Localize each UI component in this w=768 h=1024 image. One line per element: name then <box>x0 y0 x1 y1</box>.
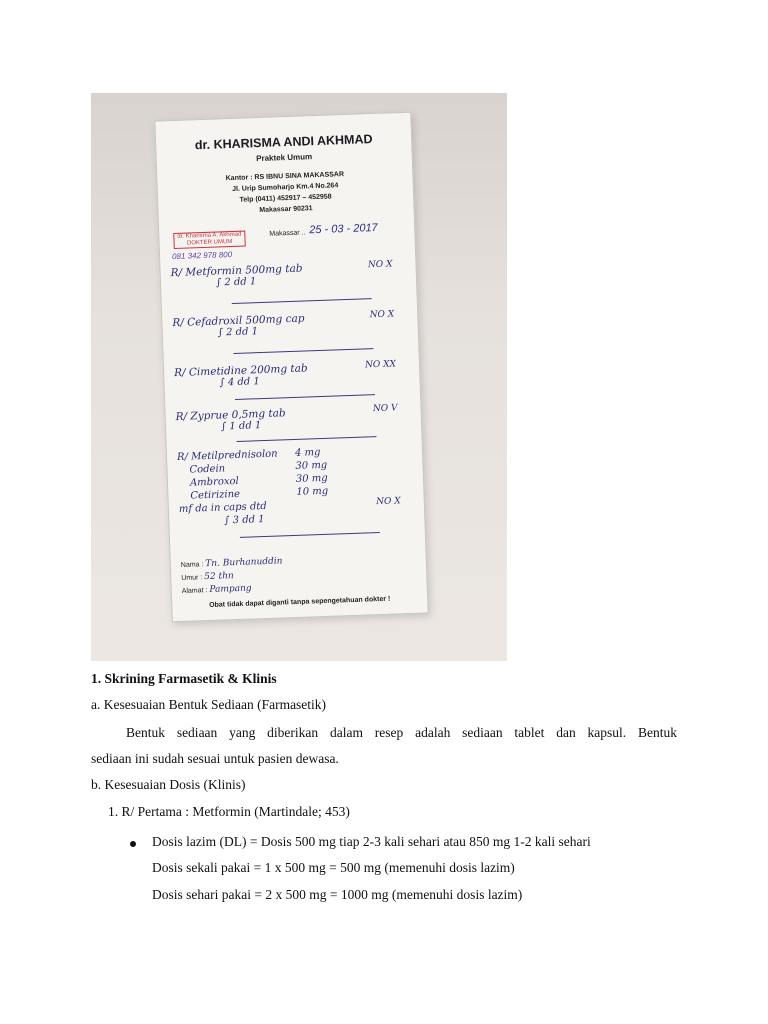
office-line-3: Telp (0411) 452917 – 452958 <box>239 193 332 204</box>
rx-signa: ∫ 2 dd 1 <box>217 326 259 339</box>
compound-name: Codein <box>189 463 226 476</box>
subsection-b: b. Kesesuaian Dosis (Klinis) <box>91 777 246 792</box>
list-item-1: 1. R/ Pertama : Metformin (Martindale; 453) <box>108 804 350 819</box>
prescription-photo <box>91 93 507 661</box>
rx-qty: NO X <box>369 309 395 321</box>
bullet-point <box>130 841 136 847</box>
rx-separator <box>237 436 377 442</box>
patient-age: 52 thn <box>204 571 234 583</box>
rx-drug: R/ Cimetidine 200mg tab <box>173 362 308 380</box>
paragraph-a-line-2: sediaan ini sudah sesuai untuk pasien dewasa. <box>91 751 339 766</box>
prescription-header <box>156 131 414 220</box>
handwritten-date: 25 - 03 - 2017 <box>309 221 378 237</box>
patient-address-label: Alamat : <box>181 587 208 595</box>
compound-name: Ambroxol <box>189 475 239 489</box>
section-heading: 1. Skrining Farmasetik & Klinis <box>91 671 277 686</box>
compound-dose: 4 mg <box>294 447 321 459</box>
rx-separator <box>233 348 373 354</box>
prescription-footer-note: Obat tidak dapat diganti tanpa sepengetahuan dokter ! <box>209 595 391 610</box>
rx-compound <box>177 443 410 529</box>
office-line-1: Kantor : RS IBNU SINA MAKASSAR <box>225 171 345 183</box>
patient-name-label: Nama : <box>180 561 204 569</box>
office-line-4: Makassar 90231 <box>259 205 313 215</box>
rx-signa: ∫ 2 dd 1 <box>215 276 257 289</box>
rx-qty: NO V <box>372 403 398 415</box>
patient-age-label: Umur : <box>181 574 203 582</box>
handwritten-phone: 081 342 978 800 <box>171 250 233 262</box>
patient-address: Pampang <box>209 583 252 595</box>
prescription-paper <box>154 112 428 623</box>
compound-dose: 10 mg <box>296 485 329 498</box>
dose-once-line: Dosis sekali pakai = 1 x 500 mg = 500 mg (memenuhi dosis lazim) <box>152 860 515 875</box>
rx-qty: NO X <box>367 259 393 271</box>
compound-dose: 30 mg <box>295 459 328 472</box>
rx-item-3 <box>174 359 405 390</box>
rx-signa: ∫ 4 dd 1 <box>219 376 260 389</box>
rx-qty: NO XX <box>364 359 397 371</box>
office-line-2: Jl. Urip Sumoharjo Km.4 No.264 <box>232 182 339 193</box>
patient-address-row <box>182 581 284 598</box>
subsection-a: a. Kesesuaian Bentuk Sediaan (Farmasetik) <box>91 697 327 712</box>
dose-daily-line: Dosis sehari pakai = 2 x 500 mg = 1000 mg (memenuhi dosis lazim) <box>152 887 523 902</box>
office-address <box>157 167 413 220</box>
doctor-stamp <box>173 231 246 250</box>
practice-type: Praktek Umum <box>256 152 313 164</box>
bullet-usual-dose: Dosis lazim (DL) = Dosis 500 mg tiap 2-3 kali sehari atau 850 mg 1-2 kali sehari <box>152 834 591 849</box>
compound-name: Cetirizine <box>190 488 241 502</box>
compound-qty: NO X <box>376 496 401 508</box>
patient-name: Tn. Burhanuddin <box>205 556 283 570</box>
rx-separator <box>235 394 375 400</box>
rx-item-4 <box>175 403 406 434</box>
compound-name: R/ Metilprednisolon <box>176 448 278 464</box>
rx-separator <box>232 298 372 304</box>
rx-drug: R/ Cefadroxil 500mg cap <box>172 312 305 330</box>
rx-drug: R/ Zyprue 0,5mg tab <box>175 407 286 424</box>
stamp-line-1: dr. Kharisma A. Akhmad <box>177 231 242 240</box>
doctor-name: dr. KHARISMA ANDI AKHMAD <box>194 132 373 153</box>
rx-separator <box>240 532 380 538</box>
compound-signa: ∫ 3 dd 1 <box>224 514 265 527</box>
rx-item-1 <box>170 259 401 290</box>
patient-info <box>181 555 284 598</box>
compound-mf: mf da in caps dtd <box>178 500 267 516</box>
rx-signa: ∫ 1 dd 1 <box>220 420 262 433</box>
rx-drug: R/ Metformin 500mg tab <box>170 262 303 280</box>
compound-dose: 30 mg <box>295 472 328 485</box>
stamp-line-2: DOKTER UMUM <box>186 238 233 247</box>
city-label: Makassar .. <box>269 229 306 238</box>
paragraph-a-line-1: Bentuk sediaan yang diberikan dalam resep adalah sediaan tablet dan kapsul. Bentuk <box>126 725 677 740</box>
rx-item-2 <box>172 309 403 340</box>
